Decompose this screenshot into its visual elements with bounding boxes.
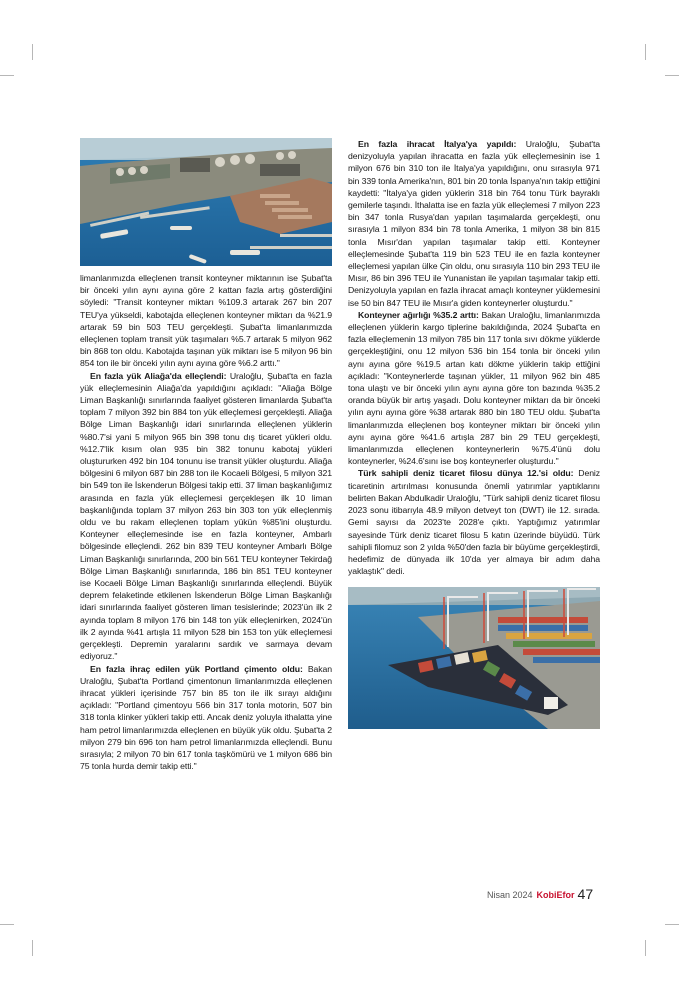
crop-mark — [0, 75, 14, 76]
paragraph-aliaga — [80, 370, 332, 663]
heading-italy: En fazla ihracat İtalya'ya yapıldı: — [358, 139, 517, 149]
crop-mark — [32, 44, 33, 60]
crop-mark — [665, 924, 679, 925]
paragraph-fleet — [348, 467, 600, 577]
crop-mark — [32, 940, 33, 956]
aliaga-port-photo — [80, 138, 332, 266]
page-footer — [487, 886, 602, 902]
footer-brand-kobi: Kobi — [536, 890, 557, 900]
text-container-weight: Bakan Uraloğlu, limanlarımızda elleçlenen yüklerin kargo tiplerine bakıldığında, 2024 Şubat'ta en fazla elleçlemenin 13 milyon 785 bin 117 tonla sıvı dökme yüklerde gerçekleştiğini, onu 12 milyon 536 bin 154 tonla bir önceki yılın aynı ayına göre %19.5 artan katı dökme yüklerin takip ettiğini açıkladı: "Konteynerlerde taşınan yükler, 11 milyon 962 bin 485 tona ulaştı ve bir önceki yılın aynı ayına göre ton bazında %35.2 oranda büyük bir artış yaşadı. Dolu konteyner miktarı da bir önceki yılın aynı ayına göre %38 artarak 880 bin 180 TEU oldu. Şubat'ta limanlarımızda elleçlenen boş konteyner miktarı bir önceki yılın aynı ayına göre %41.6 artışla 287 bin 29 TEU gerçekleşti, limanlarımızda elleçlenen konteynerlerin %75.4'ünü dolu konteynerler, %24.6'sını ise boş konteynerler oluşturdu." — [348, 309, 600, 467]
text-portland: Bakan Uraloğlu, Şubat'ta Portland çimentonun limanlarımızda elleçlenen ihracat yükleri içerisinde 757 bin 85 ton ile ilk sırayı aldığını açıkladı: "Portland çimentoyu 566 bin 317 tonla motorin, 507 bin 318 tonla klinker yükleri takip etti. Ancak deniz yoluyla ithalatta yine ham petrol limanlarımızda elleçlenen en büyük yük oldu. Şubat'ta 2 milyon 279 bin 696 ton ham petrol limanlarımızda elleçlendi. Bunu sırasıyla; 2 milyon 70 bin 617 tonla taşkömürü ve 1 milyon 686 bin 75 tonla hurda demir takip etti." — [80, 663, 332, 772]
paragraph-italy — [348, 138, 600, 309]
text-italy: Uraloğlu, Şubat'ta denizyoluyla yapılan ihracatta en fazla yük elleçlemesinin ise 1 milyon 676 bin 310 ton ile İtalya'ya yapıldığını, onu sırasıyla 971 bin 339 tonla Amerika'nın, 801 bin 20 tonla İspanya'nın takip ettiğini kaydetti: "İtalya'ya giden yüklerin 318 bin 764 tonu Türk bayraklı gemilerle taşındı. İthalatta ise en fazla yük elleçlemesi 7 milyon 223 bin 347 tonla Rusya'dan yapılan taşımalarda gerçekleşti, onu sırasıyla 1 milyon 834 bin 78 tonla Amerika, 1 milyon 38 bin 815 tonla Mısır'dan yapılan taşımalar takip etti. Konteyner elleçlemesinde Şubat'ta 119 bin 523 TEU ile en fazla konteyner elleçlemesi yapılan ülke Çin oldu, onu sırasıyla 110 bin 293 TEU ile Mısır, 86 bin 396 TEU ile Yunanistan ile yapılan taşımalar takip etti. Denizyoluyla yapılan en fazla ihracat amaçlı konteyner yüklemesini ise 50 bin 847 TEU ile Mısır'a giden konteynerler oluşturdu." — [348, 139, 600, 308]
crop-mark — [0, 924, 14, 925]
paragraph-portland — [80, 663, 332, 773]
text-fleet: Deniz ticaretinin artırılması konusunda önemli yatırımlar yaptıklarını belirten Bakan Abdulkadir Uraloğlu, "Türk sahipli deniz ticaret filosu 2023 sonu itibarıyla 48.9 milyon detveyt ton (DWT) ile 12. sırada. Gemi sayısı da 2023'te 2028'e çıktı. Yaptığımız yatırımlar sayesinde Türk deniz ticaret filosu 5 katın üzerinde büyüdü. Türk sahipli filomuz son 2 yılda %50'den fazla bir büyüme gerçekleştirdi, hedefimiz de dünyada ilk 10'da yer almaya bir adım daha yaklaştık" dedi. — [348, 468, 600, 577]
crop-mark — [645, 44, 646, 60]
page-number: 47 — [577, 886, 594, 902]
footer-brand-efor: Efor — [556, 890, 575, 900]
heading-portland: En fazla ihraç edilen yük Portland çimento oldu: — [90, 663, 303, 674]
paragraph-transit: limanlarımızda elleçlenen transit konteyner miktarının ise Şubat'ta bir önceki yılın aynı ayına göre 2 kattan fazla artış gösterdiğini söyledi: "Transit konteyner miktarı %109.3 artarak 267 bin 207 TEU'ya yükseldi, kabotajda elleçlenen konteyner miktarı da %21.9 artarak 59 bin 503 TEU gerçekleşti. Şubat'ta limanlarımızda elleçlenen toplam transit yük taşımaları %5.7 artarak 5 milyon 962 bin 868 ton oldu. Kabotajda taşınan yük miktarı ise 5 milyon 96 bin 854 ton ile bir önceki yılın aynı ayına göre %6.2 arttı." — [80, 273, 332, 369]
text-aliaga: Uraloğlu, Şubat'ta en fazla yük elleçlemesinin Aliağa'da yapıldığını açıkladı: "Aliağa Bölge Liman Başkanlığı sınırlarında faaliyet gösteren limanlarda Şubat'ta toplam 7 milyon 392 bin 884 ton yük elleçlemesi gerçekleşti. Aliağa Bölge Liman Başkanlığı idari sınırlarında elleçlenen yüklerin %80.7'si yani 5 milyon 965 bin 398 tonu dış ticaret yükleri oldu. %12.7'lik kısım olan 935 bin 382 tonunu kabotaj yükleri oluştururken 492 bin 104 tonunu ise transit yükler oluşturdu. Aliağa bölgesini 6 milyon 687 bin 288 ton ile Kocaeli Bölgesi, 5 milyon 321 bin 549 ton ile İskenderun Bölgesi takip etti. 37 liman başkanlığımız arasında en fazla yük elleçlemesi gerçekleşen ilk 10 liman başkanlığında toplam 37 milyon 263 bin 303 ton yük elleçlenmiş oldu ve bu rakam elleçlenen toplam yükün %85'ini oluşturdu. Konteyner elleçlemesinde ise en fazla konteyner, Ambarlı bölgesinde elleçlendi. 262 bin 839 TEU konteyner Ambarlı Bölge Liman Başkanlığı sınırlarında, 200 bin 561 TEU konteyner Tekirdağ Bölge Liman Başkanlığı sınırlarında, 186 bin 851 TEU konteyner ise Kocaeli Bölge Liman Başkanlığı sınırlarında elleçlendi. Büyük deprem felaketinde etkilenen İskenderun Bölge Liman Başkanlığı idari sınırlarında faaliyet gösteren liman tesislerinde; 2023'ün ilk 2 ayında toplam 8 milyon 176 bin 148 ton yük elleçlenirken, 2024'ün ilk 2 ayında %41 artışla 11 milyon 528 bin 153 ton yük elleçlemesi gerçekleşti. Depremin yaralarını sardık ve sarmaya devam ediyoruz." — [80, 370, 332, 662]
heading-fleet: Türk sahipli deniz ticaret filosu dünya 12.'si oldu: — [358, 468, 574, 479]
paragraph-container-weight — [348, 309, 600, 468]
left-column — [80, 138, 332, 772]
crop-mark — [665, 75, 679, 76]
heading-aliaga: En fazla yük Aliağa'da elleçlendi: — [90, 370, 227, 381]
heading-container-weight: Konteyner ağırlığı %35.2 arttı: — [358, 309, 479, 320]
right-column — [348, 138, 600, 729]
footer-date: Nisan 2024 — [487, 890, 533, 900]
container-port-photo — [348, 587, 600, 729]
crop-mark — [645, 940, 646, 956]
